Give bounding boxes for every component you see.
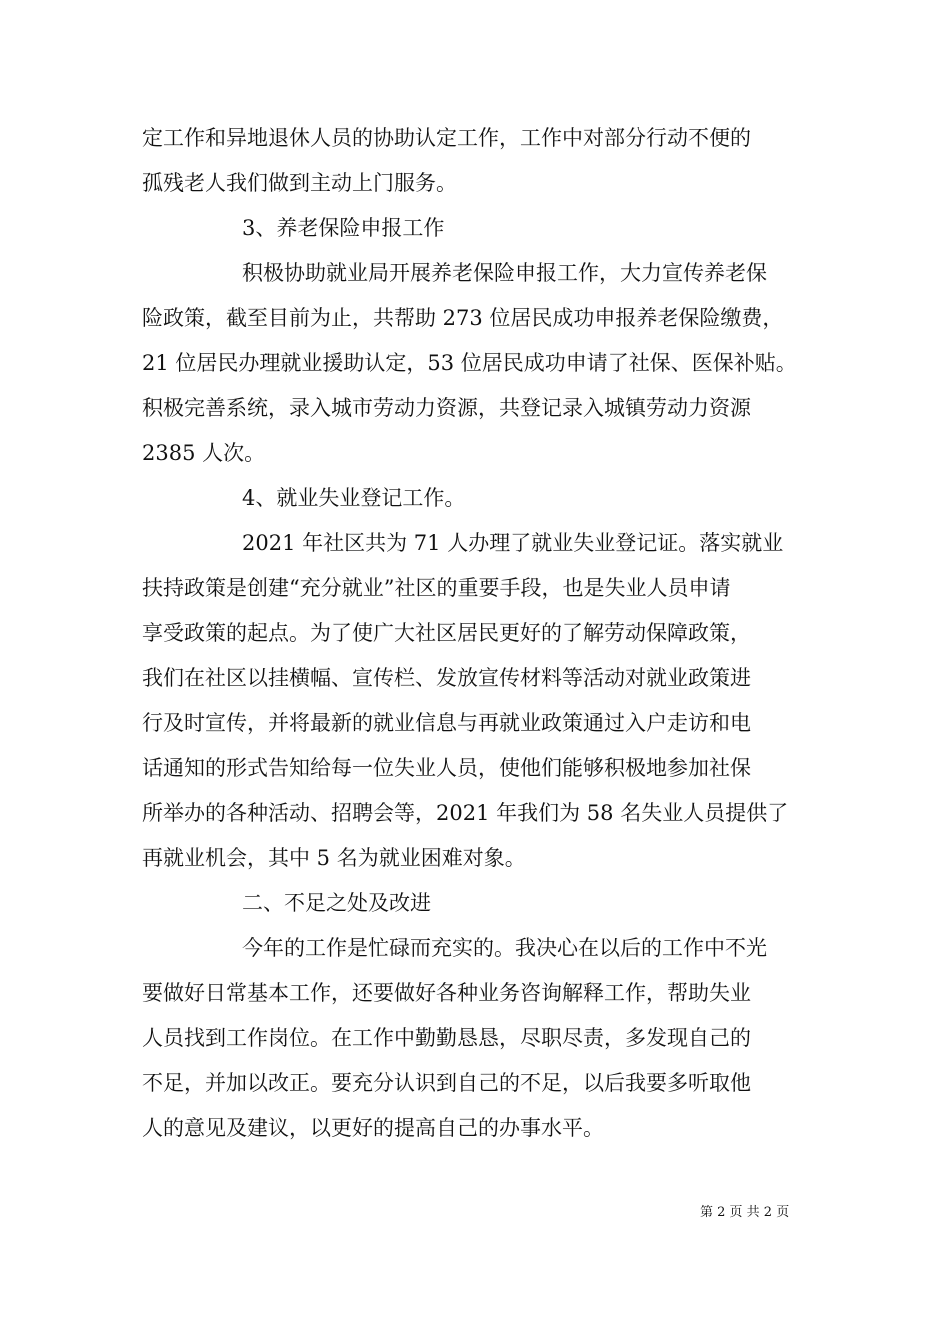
document-body — [142, 116, 822, 1151]
text-line: 积极协助就业局开展养老保险申报工作，大力宣传养老保 — [242, 261, 767, 285]
text-line: 险政策，截至目前为止，共帮助 273 位居民成功申报养老保险缴费， — [142, 306, 784, 330]
text-line: 积极完善系统，录入城市劳动力资源，共登记录入城镇劳动力资源 — [142, 396, 751, 420]
text-line: 扶持政策是创建“充分就业”社区的重要手段，也是失业人员申请 — [142, 576, 731, 600]
text-line: 人的意见及建议，以更好的提高自己的办事水平。 — [142, 1116, 604, 1140]
text-line: 二、不足之处及改进 — [242, 891, 431, 915]
text-line: 孤残老人我们做到主动上门服务。 — [142, 171, 457, 195]
text-line: 享受政策的起点。为了使广大社区居民更好的了解劳动保障政策， — [142, 621, 751, 645]
page-footer: 第 2 页 共 2 页 — [700, 1205, 790, 1220]
text-line: 2385 人次。 — [142, 441, 266, 465]
text-line: 4、就业失业登记工作。 — [242, 486, 466, 510]
text-line: 不足，并加以改正。要充分认识到自己的不足，以后我要多听取他 — [142, 1071, 751, 1095]
text-line: 3、养老保险申报工作 — [242, 216, 445, 240]
text-line: 再就业机会，其中 5 名为就业困难对象。 — [142, 846, 526, 870]
text-line: 我们在社区以挂横幅、宣传栏、发放宣传材料等活动对就业政策进 — [142, 666, 751, 690]
text-line: 要做好日常基本工作，还要做好各种业务咨询解释工作，帮助失业 — [142, 981, 751, 1005]
text-line: 今年的工作是忙碌而充实的。我决心在以后的工作中不光 — [242, 936, 767, 960]
text-line: 2021 年社区共为 71 人办理了就业失业登记证。落实就业 — [242, 531, 784, 555]
text-line: 行及时宣传，并将最新的就业信息与再就业政策通过入户走访和电 — [142, 711, 751, 735]
text-line: 话通知的形式告知给每一位失业人员，使他们能够积极地参加社保 — [142, 756, 751, 780]
text-line: 定工作和异地退休人员的协助认定工作，工作中对部分行动不便的 — [142, 126, 751, 150]
text-line: 21 位居民办理就业援助认定，53 位居民成功申请了社保、医保补贴。 — [142, 351, 797, 375]
text-line: 人员找到工作岗位。在工作中勤勤恳恳，尽职尽责，多发现自己的 — [142, 1026, 751, 1050]
text-line: 所举办的各种活动、招聘会等，2021 年我们为 58 名失业人员提供了 — [142, 801, 789, 825]
